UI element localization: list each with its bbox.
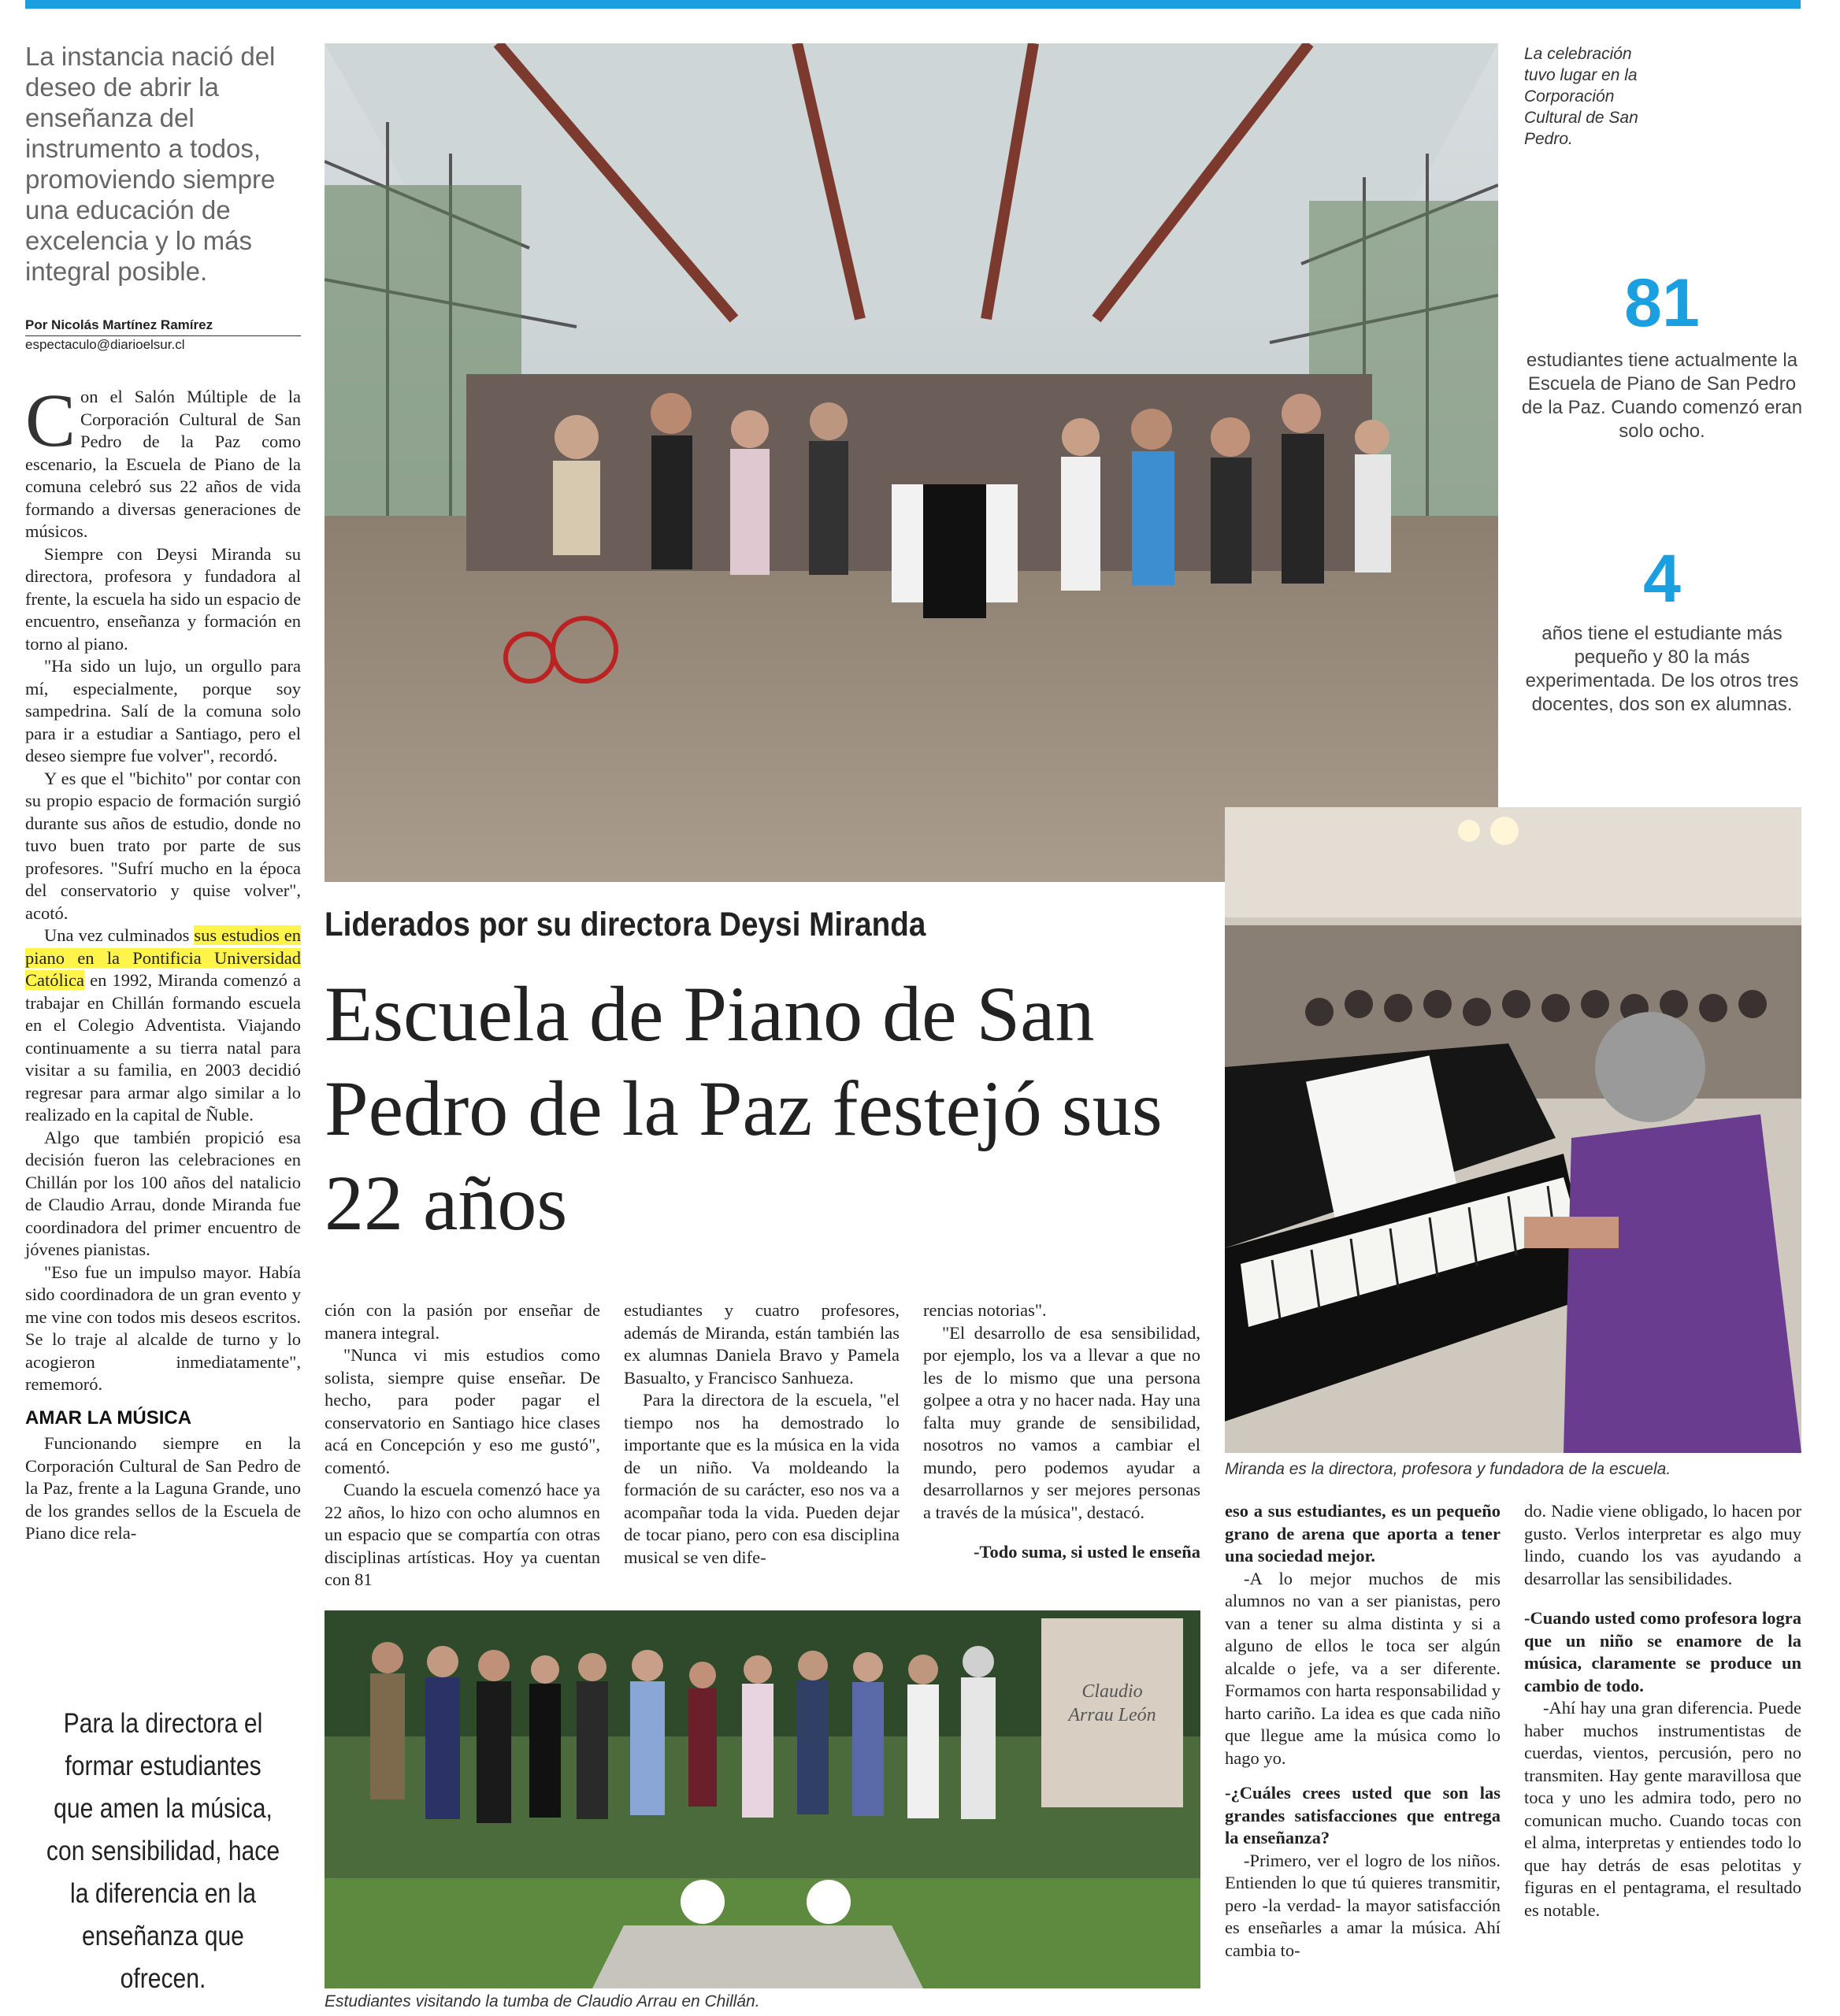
paragraph: -Primero, ver el logro de los niños. Entienden lo que tú quieres transmitir, pero -la verdad- la mayor satisfacción es enseñarles a amar la música. Ahí cambia to- <box>1225 1850 1501 1960</box>
paragraph: "Nunca vi mis estudios como solista, siempre quise enseñar. De hecho, para poder pagar el conservatorio en Santiago hice clases acá en Concepción y eso me gustó", comentó. <box>325 1345 600 1477</box>
interview-question: eso a sus estudiantes, es un pequeño grano de arena que aporta a tener una sociedad mejor. <box>1225 1501 1501 1566</box>
paragraph: "El desarrollo de esa sensibilidad, por ejemplo, los va a llevar a que no les de lo mismo que una persona golpee a otra y no hacer nada. Hay una falta muy grande de sensibilidad, nosotros no vamos a cambiar el mundo, pero podemos ayudar a desarrollarnos y ser mejores personas a través de la música", destacó. <box>923 1322 1200 1522</box>
stat-number: 4 <box>1643 541 1681 617</box>
piano-photo <box>1225 807 1801 1453</box>
paragraph: Para la directora de la escuela, "el tiempo nos ha demostrado lo importante que es la música en la vida de un niño. Va moldeando la formación de su carácter, eso nos va a acompañar toda la vida. Pueden dejar de tocar piano, pero con esa disciplina musical se ven dife- <box>624 1390 900 1567</box>
byline <box>25 317 301 354</box>
article-column-2 <box>325 1299 600 1592</box>
paragraph: Cuando la escuela comenzó hace ya 22 años, lo hizo con ocho alumnos en un espacio que se compartía con otras disciplinas artísticas. Hoy ya cuentan con 81 <box>325 1480 600 1589</box>
highlighted-text: sus estudios en piano en la Pontificia Universidad Católica <box>25 925 301 990</box>
article-column-4 <box>923 1299 1200 1564</box>
paragraph: do. Nadie viene obligado, lo hacen por gusto. Verlos interpretar es algo muy lindo, cuando los vas ayudando a desarrollar las sensibilidades. <box>1524 1501 1801 1588</box>
top-accent-bar <box>25 0 1801 9</box>
paragraph: Siempre con Deysi Miranda su directora, profesora y fundadora al frente, la escuela ha sido un espacio de encuentro, enseñanza y formación en torno al piano. <box>25 543 301 654</box>
paragraph: rencias notorias". <box>923 1300 1047 1320</box>
drop-cap: C <box>25 378 76 462</box>
stat-text: estudiantes tiene actualmente la Escuela de Piano de San Pedro de la Paz. Cuando comenzó eran solo ocho. <box>1521 350 1803 442</box>
photo-caption-cemetery: Estudiantes visitando la tumba de Claudio Arrau en Chillán. <box>325 1992 760 2010</box>
photo-caption-piano: Miranda es la directora, profesora y fundadora de la escuela. <box>1225 1460 1671 1478</box>
article-column-6 <box>1524 1500 1801 1922</box>
article-column-3 <box>624 1299 900 1569</box>
paragraph: Funcionando siempre en la Corporación Cultural de San Pedro de la Paz, frente a la Laguna Grande, uno de los grandes sellos de la Escuela de Piano dice rela- <box>25 1433 301 1543</box>
article-column-5 <box>1225 1500 1501 1962</box>
plaque-text-line1: Claudio <box>1081 1681 1143 1702</box>
paragraph: Con el Salón Múltiple de la Corporación Cultural de San Pedro de la Paz como escenario, la Escuela de Piano de la comuna celebró sus 22 años de vida formando a diversas generaciones de músicos. <box>25 378 301 541</box>
section-subhead: AMAR LA MÚSICA <box>25 1406 192 1429</box>
paragraph: -A lo mejor muchos de mis alumnos no van a ser pianistas, pero van a tener su alma distinta y si a alguno de ellos le toca ser algún alcalde o jefe, va a ser diferente. Formamos con harta responsabilidad y harto cariño. La idea es que cada niño que llegue ame la música como lo hago yo. <box>1225 1568 1501 1768</box>
paragraph: "Ha sido un lujo, un orgullo para mí, especialmente, porque soy sampedrina. Salí de la comuna solo para ir a estudiar a Santiago, pero el deseo siempre fue volver", recordó. <box>25 656 301 765</box>
intro-deck: La instancia nació del deseo de abrir la enseñanza del instrumento a todos, promoviendo siempre una educación de excelencia y lo más integral posible. <box>25 42 276 286</box>
photo-caption-top: La celebración tuvo lugar en la Corporación Cultural de San Pedro. <box>1524 45 1638 148</box>
paragraph: Algo que también propició esa decisión fueron las celebraciones en Chillán por los 100 años del natalicio de Claudio Arrau, donde Miranda fue coordinadora del primer encuentro de jóvenes pianistas. <box>25 1127 301 1259</box>
kicker: Liderados por su directora Deysi Miranda <box>325 906 926 943</box>
interview-question: -¿Cuáles crees usted que son las grandes satisfacciones que entrega la enseñanza? <box>1225 1783 1501 1847</box>
paragraph: estudiantes y cuatro profesores, además de Miranda, están también las ex alumnas Daniela Bravo y Pamela Basualto, y Francisco Sanhueza. <box>624 1300 900 1388</box>
byline-email: espectaculo@diarioelsur.cl <box>25 337 185 352</box>
pull-quote: Para la directora el formar estudiantes que amen la música, con sensibilidad, hace la diferencia en la enseñanza que ofrecen. <box>46 1708 280 1994</box>
paragraph: Y es que el "bichito" por contar con su propio espacio de formación surgió durante sus años de estudio, donde no tuvo buen trato por parte de sus profesores. "Sufrí mucho en la época del conservatorio y quise volver", acotó. <box>25 768 301 923</box>
headline: Escuela de Piano de San Pedro de la Paz festejó sus 22 años <box>325 970 1163 1247</box>
cemetery-photo <box>325 1610 1200 1988</box>
byline-author: Por Nicolás Martínez Ramírez <box>25 317 301 336</box>
paragraph: -Ahí hay una gran diferencia. Puede haber muchos instrumentistas de cuerdas, vientos, percusión, pero no transmiten. Hay gente maravillosa que toca y uno les admira todo, pero no comunican mucho. Cuando tocas con el alma, interpretas y entiendes todo lo que hay detrás de esas pelotitas y figuras en el pentagrama, el resultado es notable. <box>1524 1698 1801 1920</box>
interview-question: -Todo suma, si usted le enseña <box>974 1542 1200 1562</box>
stat-text: años tiene el estudiante más pequeño y 80 la más experimentada. De los otros tres docentes, dos son ex alumnas. <box>1525 623 1799 715</box>
paragraph: "Eso fue un impulso mayor. Había sido coordinadora de un gran evento y me vine con todos mis deseos escritos. Se lo traje al alcalde de turno y lo acogieron inmediatamente", rememoró. <box>25 1262 301 1394</box>
article-column-1 <box>25 378 301 1545</box>
paragraph: ción con la pasión por enseñar de manera integral. <box>325 1300 600 1343</box>
interview-question: -Cuando usted como profesora logra que un niño se enamore de la música, claramente se produce un cambio de todo. <box>1524 1608 1801 1695</box>
plaque-text-line2: Arrau León <box>1068 1705 1156 1725</box>
stat-number: 81 <box>1624 265 1700 341</box>
paragraph: Una vez culminados sus estudios en piano en la Pontificia Universidad Católica en 1992, Miranda comenzó a trabajar en Chillán formando escuela en el Colegio Adventista. Viajando continuamente a su tierra natal para visitar a su familia, en 2003 decidió regresar para armar algo similar a lo realizado en la capital de Ñuble. <box>25 925 301 1125</box>
main-group-photo <box>325 43 1498 882</box>
